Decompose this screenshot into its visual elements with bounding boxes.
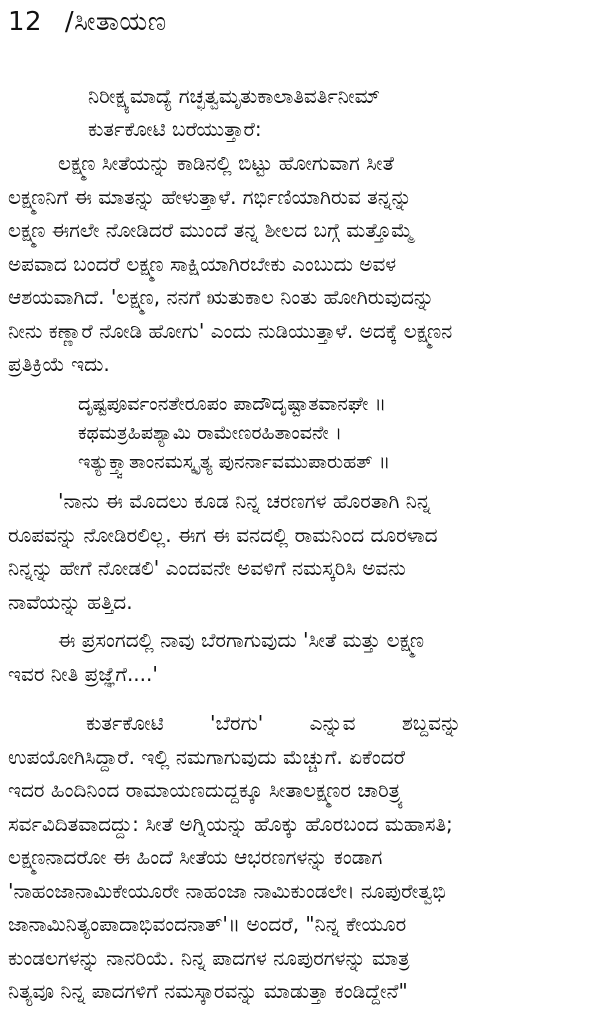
- paragraph-line: ನಿನ್ನನ್ನು ಹೇಗೆ ನೋಡಲಿ' ಎಂದವನೇ ಅವಳಿಗೆ ನಮಸ್ಕರಿಸಿ ಅವನು: [8, 556, 406, 580]
- verse-line: ದೃಷ್ಟಪೂರ್ವಂನತೇರೂಪಂ ಪಾದೌದೃಷ್ಟಾತವಾನಘೇ ॥: [78, 393, 386, 415]
- paragraph-4: [8, 707, 592, 1009]
- intro-line: ಕುರ್ತಕೋಟಿ ಬರೆಯುತ್ತಾರೆ:: [88, 117, 262, 141]
- page-header: [8, 6, 167, 38]
- paragraph-line: ನಿತ್ಯವೂ ನಿನ್ನ ಪಾದಗಳಿಗೆ ನಮಸ್ಕಾರವನ್ನು ಮಾಡುತ್ತಾ ಕಂಡಿದ್ದೇನೆ": [8, 979, 408, 1003]
- paragraph-line: ಕುಂಡಲಗಳನ್ನು ನಾನರಿಯೆ. ನಿನ್ನ ಪಾದಗಳ ನೂಪುರಗಳನ್ನು ಮಾತ್ರ: [8, 945, 410, 970]
- paragraph-line: 'ನಾನು ಈ ಮೊದಲು ಕೂಡ ನಿನ್ನ ಚರಣಗಳ ಹೊರತಾಗಿ ನಿನ್ನ: [58, 489, 431, 513]
- verse-line: ಕಥಮತ್ರಹಿಪಶ್ಯಾಮಿ ರಾಮೇಣರಹಿತಾಂವನೇ ।: [78, 422, 343, 444]
- paragraph-line: ಕುರ್ತಕೋಟಿ 'ಬೆರಗು' ಎನ್ನುವ ಶಬ್ದವನ್ನು: [86, 711, 462, 735]
- paragraph-line: ಉಪಯೋಗಿಸಿದ್ದಾರೆ. ಇಲ್ಲಿ ನಮಗಾಗುವುದು ಮೆಚ್ಚುಗೆ. ಏಕೆಂದರೆ: [8, 744, 406, 769]
- paragraph-line: ನಾವೆಯನ್ನು ಹತ್ತಿದ.: [8, 589, 133, 614]
- paragraph-line: ರೂಪವನ್ನು ನೋಡಿರಲಿಲ್ಲ. ಈಗ ಈ ವನದಲ್ಲಿ ರಾಮನಿಂದ ದೂರಳಾದ: [8, 522, 438, 547]
- paragraph-line: ಪ್ರತಿಕ್ರಿಯೆ ಇದು.: [8, 352, 110, 376]
- sanskrit-verse: [78, 390, 578, 477]
- paragraph-line: ಲಕ್ಷ್ಮಣನಾದರೋ ಈ ಹಿಂದೆ ಸೀತೆಯ ಆಭರಣಗಳನ್ನು ಕಂಡಾಗ: [8, 845, 383, 869]
- paragraph-line: ಇವರ ನೀತಿ ಪ್ರಜ್ಞೆಗೆ....': [8, 661, 158, 686]
- paragraph-2: [8, 485, 592, 619]
- paragraph-3: [8, 624, 592, 691]
- paragraph-line: ಆಶಯವಾಗಿದೆ. 'ಲಕ್ಷ್ಮಣ, ನನಗೆ ಋತುಕಾಲ ನಿಂತು ಹೋಗಿರುವುದನ್ನು: [8, 285, 435, 309]
- page-number: 12: [8, 7, 43, 37]
- paragraph-line: ಸರ್ವವಿದಿತವಾದದ್ದು: ಸೀತೆ ಅಗ್ನಿಯನ್ನು ಹೊಕ್ಕು ಹೊರಬಂದ ಮಹಾಸತಿ;: [8, 811, 453, 836]
- paragraph-line: ಲಕ್ಷ್ಮಣ ಸೀತೆಯನ್ನು ಕಾಡಿನಲ್ಲಿ ಬಿಟ್ಟು ಹೋಗುವಾಗ ಸೀತೆ: [58, 151, 394, 175]
- paragraph-line: ಇದರ ಹಿಂದಿನಿಂದ ರಾಮಾಯಣದುದ್ದಕ್ಕೂ ಸೀತಾಲಕ್ಷ್ಮಣರ ಚಾರಿತ್ರ್ಯ: [8, 778, 404, 802]
- paragraph-line: ಈ ಪ್ರಸಂಗದಲ್ಲಿ ನಾವು ಬೆರಗಾಗುವುದು 'ಸೀತೆ ಮತ್ತು ಲಕ್ಷ್ಮಣ: [58, 628, 425, 652]
- paragraph-line: ಅಪವಾದ ಬಂದರೆ ಲಕ್ಷ್ಮಣ ಸಾಕ್ಷಿಯಾಗಿರಬೇಕು ಎಂಬುದು ಅವಳ: [8, 251, 397, 276]
- verse-line: ಇತ್ಯುಕ್ತ್ವಾತಾಂನಮಸ್ಕೃತ್ಯ ಪುನರ್ನಾವಮುಪಾರುಹತ್ ॥: [78, 451, 391, 473]
- intro-block: [88, 80, 588, 146]
- paragraph-line: ನೀನು ಕಣ್ಣಾರೆ ನೋಡಿ ಹೋಗು' ಎಂದು ನುಡಿಯುತ್ತಾಳೆ. ಅದಕ್ಕೆ ಲಕ್ಷ್ಮಣನ: [8, 318, 453, 343]
- paragraph-line: ಲಕ್ಷ್ಮಣನಿಗೆ ಈ ಮಾತನ್ನು ಹೇಳುತ್ತಾಳೆ. ಗರ್ಭಿಣಿಯಾಗಿರುವ ತನ್ನನ್ನು: [8, 184, 412, 209]
- paragraph-line: ಲಕ್ಷ್ಮಣ ಈಗಲೇ ನೋಡಿದರೆ ಮುಂದೆ ತನ್ನ ಶೀಲದ ಬಗ್ಗೆ ಮತ್ತೊಮ್ಮೆ: [8, 218, 414, 242]
- paragraph-line: ಜಾನಾಮಿನಿತ್ಯಂಪಾದಾಭಿವಂದನಾತ್'॥ ಅಂದರೆ, "ನಿನ್ನ ಕೇಯೂರ: [8, 912, 407, 936]
- book-title: /ಸೀತಾಯಣ: [64, 7, 167, 37]
- paragraph-1: [8, 147, 592, 382]
- paragraph-line: 'ನಾಹಂಜಾನಾಮಿಕೇಯೂರೇ ನಾಹಂಜಾ ನಾಮಿಕುಂಡಲೇ। ನೂಪುರೇತ್ವಭಿ: [8, 878, 446, 903]
- sanskrit-quote-line: ನಿರೀಕ್ಷ್ಯಮಾದ್ಯೆ ಗಚ್ಛತ್ವಮೃತುಕಾಲಾತಿವರ್ತಿನೀಮ್: [88, 84, 381, 108]
